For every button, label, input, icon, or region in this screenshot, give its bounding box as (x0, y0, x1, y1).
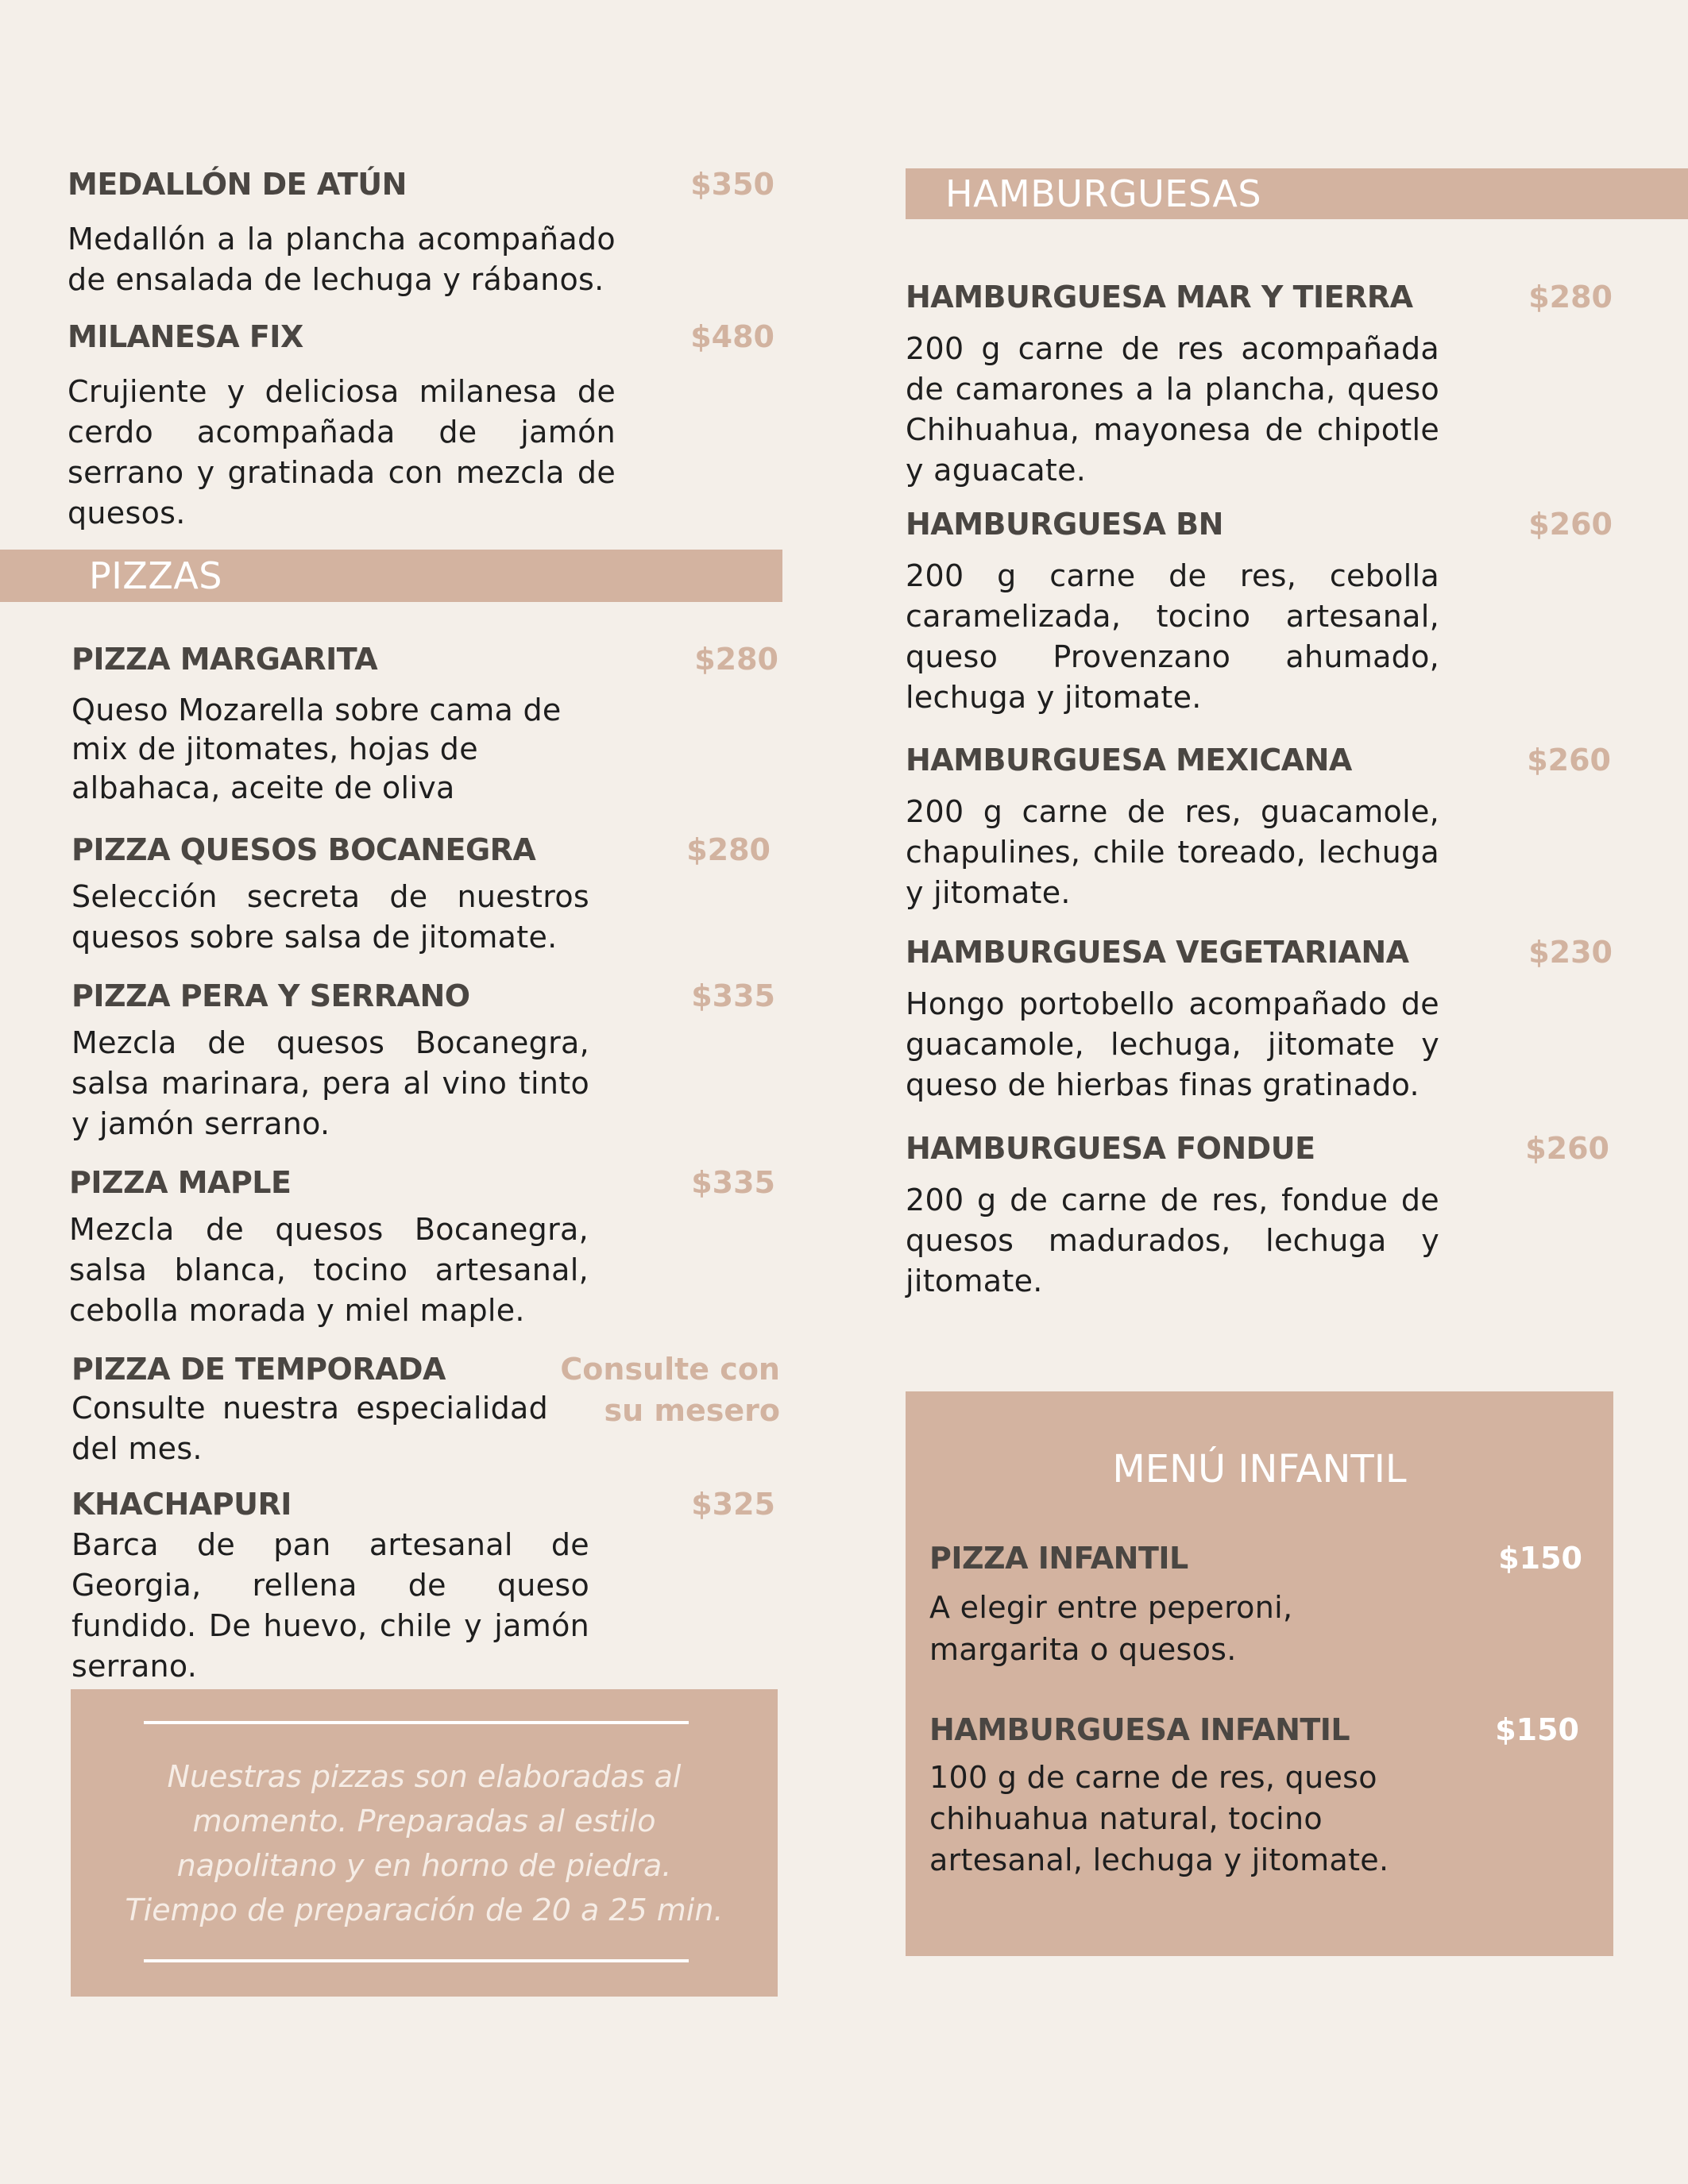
item-name: HAMBURGUESA VEGETARIANA (906, 935, 1409, 970)
note-divider-top (144, 1721, 689, 1724)
item-description: 200 g carne de res acompañada de camarones a la plancha, queso Chihuahua, mayonesa de chipotle y aguacate. (906, 331, 1439, 488)
item-name: MEDALLÓN DE ATÚN (68, 167, 407, 202)
item-description: Mezcla de quesos Bocanegra, salsa marinara, pera al vino tinto y jamón serrano. (71, 1025, 589, 1141)
item-description: 200 g carne de res, cebolla caramelizada, tocino artesanal, queso Provenzano ahumado, lechuga y jitomate. (906, 558, 1439, 715)
note-divider-bottom (144, 1959, 689, 1962)
section-title: HAMBURGUESAS (945, 172, 1262, 215)
item-description: Queso Mozarella sobre cama de mix de jitomates, hojas de albahaca, aceite de oliva (71, 693, 562, 805)
item-description: 200 g carne de res, guacamole, chapulines, chile toreado, lechuga y jitomate. (906, 794, 1439, 910)
note-line-3: napolitano y en horno de piedra. (176, 1848, 672, 1883)
item-description: Barca de pan artesanal de Georgia, rellena de queso fundido. De huevo, chile y jamón serrano. (71, 1527, 589, 1684)
item-name: HAMBURGUESA MEXICANA (906, 743, 1352, 778)
item-price: $230 (1528, 935, 1613, 970)
item-price-line-2: su mesero (604, 1393, 780, 1428)
item-name: PIZZA INFANTIL (929, 1541, 1188, 1576)
note-line-1: Nuestras pizzas son elaboradas al (167, 1759, 682, 1794)
item-price: $280 (1528, 280, 1613, 314)
item-price: $260 (1528, 507, 1613, 542)
section-header-pizzas (0, 550, 782, 602)
menu-infantil-box (906, 1391, 1613, 1956)
item-price: $335 (691, 1165, 775, 1200)
pizza-note (71, 1754, 778, 1932)
item-description: 100 g de carne de res, queso chihuahua natural, tocino artesanal, lechuga y jitomate. (929, 1760, 1389, 1877)
section-title: MENÚ INFANTIL (1112, 1447, 1407, 1491)
right-column (906, 0, 1688, 2184)
item-description: Hongo portobello acompañado de guacamole, lechuga, jitomate y queso de hierbas finas gratinado. (906, 986, 1439, 1102)
item-description: Selección secreta de nuestros quesos sobre salsa de jitomate. (71, 879, 589, 955)
pizza-note-box (71, 1689, 778, 1997)
item-name: HAMBURGUESA BN (906, 507, 1223, 542)
item-price: $280 (694, 642, 778, 677)
left-column (0, 0, 782, 2184)
item-price: $260 (1525, 1131, 1609, 1166)
item-price: $335 (691, 978, 775, 1013)
item-price: $150 (1495, 1712, 1579, 1747)
section-title: PIZZAS (89, 554, 222, 597)
item-description: Mezcla de quesos Bocanegra, salsa blanca, tocino artesanal, cebolla morada y miel maple. (69, 1212, 589, 1328)
item-name: HAMBURGUESA FONDUE (906, 1131, 1315, 1166)
item-name: HAMBURGUESA MAR Y TIERRA (906, 280, 1413, 314)
item-description: Crujiente y deliciosa milanesa de cerdo acompañada de jamón serrano y gratinada con mezcla de quesos. (68, 374, 616, 531)
item-price-line-1: Consulte con (560, 1352, 780, 1387)
item-description: Medallón a la plancha acompañado de ensalada de lechuga y rábanos. (68, 222, 616, 297)
item-name: PIZZA PERA Y SERRANO (71, 978, 470, 1013)
item-price: $260 (1527, 743, 1611, 778)
item-name: PIZZA DE TEMPORADA (71, 1352, 446, 1387)
item-price: $325 (691, 1487, 775, 1522)
item-name: HAMBURGUESA INFANTIL (929, 1712, 1350, 1747)
item-description: A elegir entre peperoni, margarita o quesos. (929, 1590, 1293, 1667)
item-price: $480 (690, 319, 774, 354)
item-description: 200 g de carne de res, fondue de quesos madurados, lechuga y jitomate. (906, 1183, 1439, 1298)
item-name: PIZZA MARGARITA (71, 642, 378, 677)
item-price: $150 (1498, 1541, 1582, 1576)
item-price: $280 (686, 832, 771, 867)
section-header-hamburguesas (906, 168, 1688, 219)
item-name: MILANESA FIX (68, 319, 303, 354)
item-description: Consulte nuestra especialidad del mes. (71, 1391, 548, 1466)
item-name: KHACHAPURI (71, 1487, 292, 1522)
item-name: PIZZA QUESOS BOCANEGRA (71, 832, 536, 867)
item-price: $350 (690, 167, 774, 202)
note-line-2: momento. Preparadas al estilo (192, 1804, 656, 1839)
item-name: PIZZA MAPLE (69, 1165, 292, 1200)
note-line-4: Tiempo de preparación de 20 a 25 min. (125, 1893, 724, 1927)
